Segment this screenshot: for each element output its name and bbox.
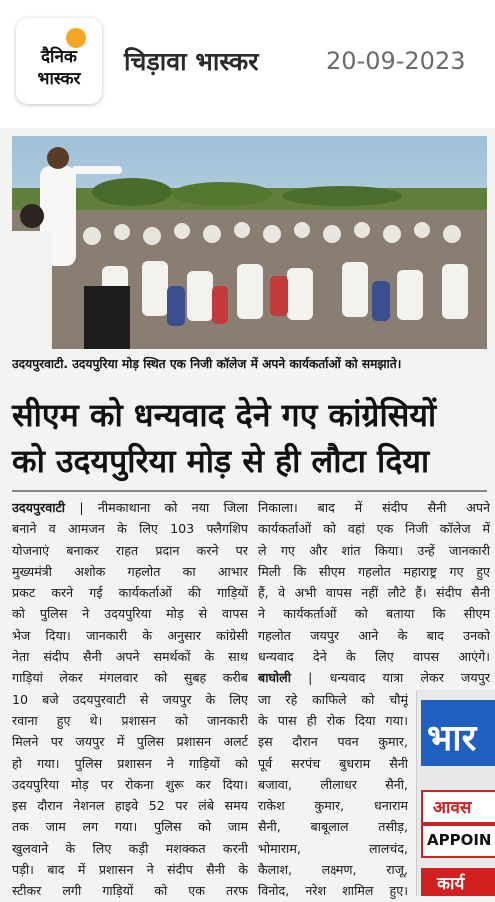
- ad-text: भार: [427, 718, 477, 759]
- col2-after: [258, 689, 408, 710]
- article-column-3: [258, 710, 408, 902]
- news-photo: [12, 136, 487, 349]
- ad-text: कार्य: [437, 874, 465, 894]
- article-line: गाड़ियां लेकर मंगलवार को सुबह करीब: [12, 670, 248, 686]
- article-line: ने कार्यकर्ताओं को बताया कि सीएम: [258, 606, 490, 622]
- ad-text: APPOIN: [427, 831, 492, 849]
- dateline: बाघोली: [258, 670, 291, 686]
- article-text: | नीमकाथाना को नया जिला: [79, 500, 248, 515]
- article-line: रवाना हुए थे। प्रशासन को जानकारी: [12, 712, 248, 728]
- ad-banner-red-bottom: [421, 868, 495, 896]
- article-line: सैनी, बाबूलाल तसीड़,: [258, 819, 408, 835]
- crowd-photo-illustration: [12, 136, 487, 349]
- sun-icon: [66, 28, 86, 48]
- col2-lines: [258, 497, 490, 667]
- article-line: गहलोत जयपुर आने के बाद उनको: [258, 627, 490, 643]
- article-line: पूर्व सरपंच बुधराम सैनी: [258, 755, 408, 771]
- article-line: प्रकट करने गई कार्यकर्ताओं की गाड़ियों: [12, 585, 248, 601]
- ad-text: आवस: [433, 798, 472, 818]
- article-column-2: [258, 497, 490, 710]
- article-line: नेता संदीप सैनी अपने समर्थकों के साथ: [12, 649, 248, 665]
- article-line: धन्यवाद देने के लिए वापस आएंगे।: [258, 649, 490, 665]
- photo-caption: उदयपुरवाटी. उदयपुरिया मोड़ स्थित एक निजी कॉलेज में अपने कार्यकर्ताओं को समझाते।: [12, 357, 402, 371]
- article-line: इस दौरान पवन कुमार,: [258, 734, 408, 750]
- dateline: उदयपुरवाटी: [12, 500, 66, 515]
- article-line: मिलने पर जयपुर में पुलिस प्रशासन अलर्ट: [12, 734, 248, 750]
- article-line: बजावा, लीलाधर सैनी,: [258, 776, 408, 792]
- col1-lines: [12, 518, 248, 901]
- article-line: के पास ही रोक दिया गया।: [258, 713, 408, 728]
- article-line: हो गया। पुलिस प्रशासन ने गाड़ियों को: [12, 755, 248, 771]
- article-line: इस दौरान नेशनल हाइवे 52 पर लंबे समय: [12, 798, 248, 814]
- article-text: | धन्यवाद यात्रा लेकर जयपुर: [308, 670, 490, 686]
- article-line: [258, 667, 490, 688]
- col3-lines: [258, 710, 408, 902]
- ad-banner-blue: [421, 700, 495, 766]
- ad-banner-appointment: [421, 824, 495, 858]
- article-line: [12, 497, 248, 518]
- article-line: तक जाम लग गया। पुलिस को जाम: [12, 819, 248, 835]
- divider: [12, 490, 487, 492]
- advertisement[interactable]: [416, 690, 495, 896]
- article-line: मिली कि सीएम गहलोत महाराष्ट्र गए हुए: [258, 563, 490, 579]
- logo-text-line1: दैनिक: [41, 47, 77, 67]
- article-headline: [12, 392, 487, 484]
- article-line: भोमाराम, लालचंद,: [258, 840, 408, 856]
- edition-title: चिड़ावा भास्कर: [124, 47, 259, 76]
- article-line: को पुलिस ने उदयपुरिया मोड़ से वापस: [12, 606, 248, 622]
- article-line: स्टीकर लगी गाड़ियों को एक तरफ: [12, 883, 248, 899]
- article-line: हैं, वे अभी वापस नहीं लौटे हैं। संदीप सैनी: [258, 585, 490, 601]
- article-line: मुख्यमंत्री अशोक गहलोत का आभार: [12, 563, 248, 579]
- logo-text-line2: भास्कर: [37, 69, 81, 89]
- article-line: कैलाश, लक्ष्मण, राजू,: [258, 862, 408, 878]
- headline-line: को उदयपुरिया मोड़ से ही लौटा दिया: [12, 442, 430, 480]
- article-line: ले गए और शांत किया। उन्हें जानकारी: [258, 542, 490, 558]
- article-line: कार्यकर्ताओं को वहां एक निजी कॉलेज में: [258, 521, 490, 537]
- ad-banner-red: [421, 790, 495, 824]
- headline-line: सीएम को धन्यवाद देने गए कांग्रेसियों: [12, 396, 437, 434]
- article-column-1: [12, 497, 248, 902]
- article-line: जा रहे काफिले को चौमूं: [258, 691, 408, 707]
- article-line: उदयपुरिया मोड़ पर रोकना शुरू कर दिया।: [12, 776, 248, 792]
- dainik-bhaskar-logo[interactable]: [16, 18, 102, 104]
- article-line: बनाने व आमजन के लिए 103 फ्लैगशिप: [12, 521, 248, 537]
- article-line: भेज दिया। जानकारी के अनुसार कांग्रेसी: [12, 627, 248, 643]
- article-line: पड़ी। बाद में प्रशासन ने संदीप सैनी के: [12, 862, 248, 878]
- article-line: राकेश कुमार, धनाराम: [258, 798, 408, 814]
- article-line: विनोद, नरेश शामिल हुए।: [258, 883, 408, 899]
- article-line: निकाला। बाद में संदीप सैनी अपने: [258, 500, 490, 515]
- edition-date: 20-09-2023: [326, 47, 466, 75]
- article-line: 10 बजे उदयपुरवाटी से जयपुर के लिए: [12, 691, 248, 707]
- article-line: खुलवाने के लिए कड़ी मशक्कत करनी: [12, 840, 248, 856]
- article-line: योजनाएं बनाकर राहत प्रदान करने पर: [12, 542, 248, 558]
- app-header: [0, 0, 495, 128]
